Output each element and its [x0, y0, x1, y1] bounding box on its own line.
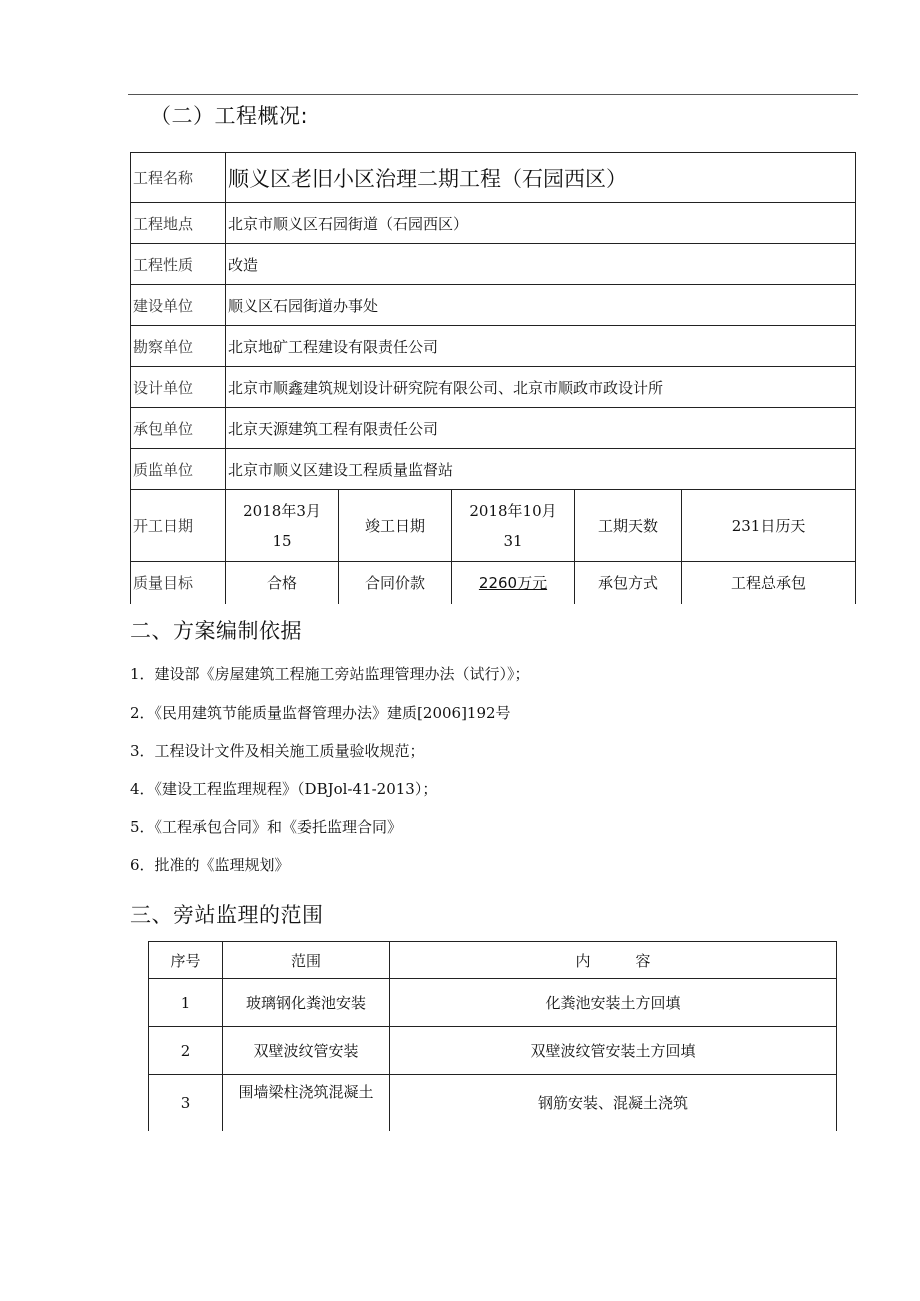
project-location: 北京市顺义区石园街道（石园西区） — [226, 203, 856, 244]
end-date-line1: 2018年10月 — [469, 501, 557, 520]
quality-target-label: 质量目标 — [131, 562, 226, 604]
start-date-value — [226, 490, 339, 562]
table-row — [149, 1027, 837, 1075]
table-row — [131, 408, 856, 449]
row-content: 双壁波纹管安装土方回填 — [390, 1027, 837, 1075]
row-label: 质监单位 — [131, 449, 226, 490]
table-row — [149, 1075, 837, 1131]
row-range: 围墙梁柱浇筑混凝土 — [223, 1075, 390, 1131]
start-date-line1: 2018年3月 — [243, 501, 321, 520]
quality-supervision-unit: 北京市顺义区建设工程质量监督站 — [226, 449, 856, 490]
end-date-line2: 31 — [503, 531, 523, 550]
basis-item: 5．《工程承包合同》和《委托监理合同》 — [130, 818, 403, 836]
basis-item: 1．建设部《房屋建筑工程施工旁站监理管理办法（试行）》； — [130, 665, 530, 683]
row-seq: 1 — [149, 979, 223, 1027]
survey-unit: 北京地矿工程建设有限责任公司 — [226, 326, 856, 367]
table-row — [149, 979, 837, 1027]
row-label: 工程性质 — [131, 244, 226, 285]
contract-price-value: 2260万元 — [478, 574, 548, 593]
row-label: 勘察单位 — [131, 326, 226, 367]
row-seq: 3 — [149, 1075, 223, 1131]
duration-label: 工期天数 — [575, 490, 682, 562]
overview-table — [130, 152, 855, 604]
row-label: 设计单位 — [131, 367, 226, 408]
table-row — [131, 449, 856, 490]
row-range: 玻璃钢化粪池安装 — [223, 979, 390, 1027]
duration-value: 231日历天 — [682, 490, 856, 562]
start-date-line2: 15 — [272, 531, 292, 550]
overview-title: （二）工程概况: — [150, 104, 309, 128]
header-seq: 序号 — [149, 942, 223, 979]
end-date-value — [452, 490, 575, 562]
contract-mode-value: 工程总承包 — [682, 562, 856, 604]
basis-item: 4．《建设工程监理规程》（DBJol-41-2013）； — [130, 780, 438, 798]
row-label: 工程名称 — [131, 153, 226, 203]
table-row — [131, 326, 856, 367]
table-row — [131, 562, 856, 604]
quality-target-value: 合格 — [226, 562, 339, 604]
row-content: 钢筋安装、混凝土浇筑 — [390, 1075, 837, 1131]
basis-title: 二、方案编制依据 — [130, 619, 302, 643]
basis-item: 6．批准的《监理规划》 — [130, 856, 290, 874]
header-content: 内 容 — [390, 942, 837, 979]
table-header-row — [149, 942, 837, 979]
row-content: 化粪池安装土方回填 — [390, 979, 837, 1027]
row-label: 工程地点 — [131, 203, 226, 244]
project-nature: 改造 — [226, 244, 856, 285]
row-label: 承包单位 — [131, 408, 226, 449]
table-row — [131, 203, 856, 244]
contract-mode-label: 承包方式 — [575, 562, 682, 604]
header-range: 范围 — [223, 942, 390, 979]
scope-title: 三、旁站监理的范围 — [130, 903, 324, 927]
basis-item: 3．工程设计文件及相关施工质量验收规范； — [130, 742, 425, 760]
contract-price-cell — [452, 562, 575, 604]
row-label: 建设单位 — [131, 285, 226, 326]
construction-unit: 顺义区石园街道办事处 — [226, 285, 856, 326]
top-rule — [128, 94, 858, 95]
table-row — [131, 153, 856, 203]
basis-item: 2．《民用建筑节能质量监督管理办法》建质[2006]192号 — [130, 704, 511, 722]
design-unit: 北京市顺鑫建筑规划设计研究院有限公司、北京市顺政市政设计所 — [226, 367, 856, 408]
scope-table — [148, 941, 836, 1131]
end-date-label: 竣工日期 — [339, 490, 452, 562]
contract-price-label: 合同价款 — [339, 562, 452, 604]
project-name: 顺义区老旧小区治理二期工程（石园西区） — [226, 153, 856, 203]
start-date-label: 开工日期 — [131, 490, 226, 562]
table-row — [131, 490, 856, 562]
contractor-unit: 北京天源建筑工程有限责任公司 — [226, 408, 856, 449]
row-seq: 2 — [149, 1027, 223, 1075]
table-row — [131, 285, 856, 326]
table-row — [131, 367, 856, 408]
row-range: 双壁波纹管安装 — [223, 1027, 390, 1075]
table-row — [131, 244, 856, 285]
